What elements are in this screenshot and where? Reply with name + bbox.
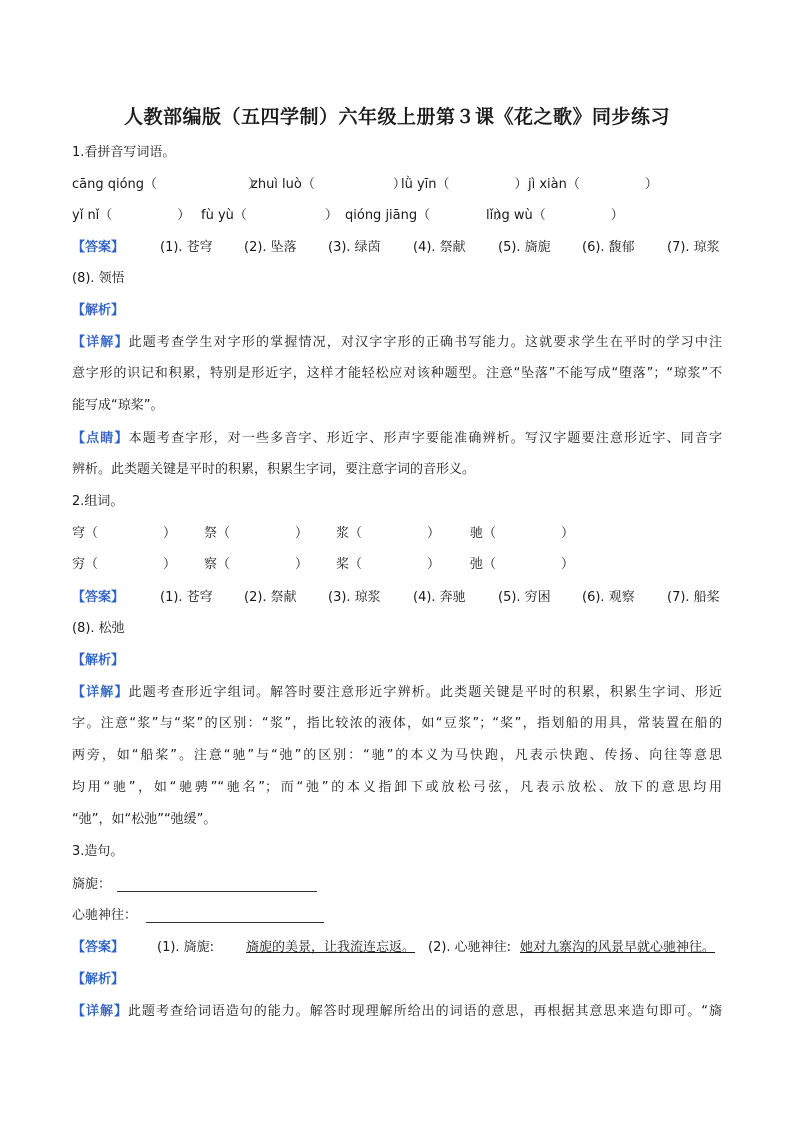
- answer-sentence: 她对九寨沟的风景早就心驰神往。: [520, 940, 716, 955]
- q3-item-2-label: 心驰神往：: [72, 908, 138, 923]
- answer-item: (8). 领悟: [72, 271, 125, 286]
- answer-item: (5). 穷困: [498, 590, 551, 605]
- q2-heading: 2.组词。: [72, 494, 124, 509]
- word-item: 驰（ ）: [470, 526, 575, 541]
- detail-paragraph-line: [72, 1002, 722, 1022]
- detail-paragraph-line: 字。注意“浆”与“桨”的区别：“浆”，指比较浓的液体，如“豆浆”；“桨”，指划船的用具，常装置在船的: [72, 716, 722, 731]
- detail-paragraph-line: 两旁，如“船桨”。注意“驰”与“弛”的区别：“驰”的本义为马快跑，凡表示快跑、传扬、向往等意思: [72, 748, 722, 763]
- q3-item-1-label: 旖旎：: [72, 877, 112, 892]
- answer-item: (6). 馥郁: [582, 240, 635, 255]
- point-paragraph-line: 辨析。此类题关键是平时的积累，积累生字词，要注意字词的音形义。: [72, 462, 476, 477]
- analysis-label: 【解析】: [72, 303, 125, 318]
- pinyin-item: yǐ nǐ（ ）: [72, 208, 191, 223]
- answer-item: (5). 旖旎: [498, 240, 551, 255]
- point-label: 【点睛】: [72, 431, 129, 446]
- detail-paragraph-line: “弛”，如“松弛”“弛缓”。: [72, 812, 217, 827]
- pinyin-item: zhuì luò（ ）: [251, 177, 406, 192]
- detail-text: 此题考查形近字组词。解答时要注意形近字辨析。此类题关键是平时的积累，积累生字词、形近: [128, 685, 722, 700]
- point-text: 本题考查字形，对一些多音字、形近字、形声字要能准确辨析。写汉字题要注意形近字、同音字: [128, 431, 722, 446]
- answer-item: (3). 绿茵: [328, 240, 381, 255]
- word-item: 桨（ ）: [336, 557, 441, 572]
- pinyin-item: qióng jiāng（ ）: [345, 208, 509, 223]
- answer-item: (7). 船桨: [667, 590, 720, 605]
- answer-item: (1). 苍穹: [160, 590, 213, 605]
- detail-paragraph-line: 能写成“琼桨”。: [72, 398, 164, 413]
- answer-label: 【答案】: [72, 590, 125, 605]
- word-item: 弛（ ）: [470, 557, 575, 572]
- point-paragraph-line: [72, 429, 722, 449]
- answer-item: (4). 奔驰: [413, 590, 466, 605]
- detail-paragraph-line: 均用“驰”，如“驰骋”“驰名”；而“弛”的本义指卸下或放松弓弦，凡表示放松、放下的意思均用: [72, 780, 722, 795]
- analysis-label: 【解析】: [72, 972, 125, 987]
- detail-label: 【详解】: [72, 335, 129, 350]
- q3-heading: 3.造句。: [72, 844, 124, 859]
- q3-item-1-blank: [117, 891, 317, 892]
- answer-item: (1). 苍穹: [160, 240, 213, 255]
- word-item: 祭（ ）: [204, 526, 309, 541]
- answer-item: (4). 祭献: [413, 240, 466, 255]
- detail-text: 此题考查给词语造句的能力。解答时现理解所给出的词语的意思，再根据其意思来造句即可。“旖: [127, 1004, 722, 1019]
- answer-prefix: (1). 旖旎:: [157, 940, 215, 955]
- pinyin-item: fù yù（ ）: [201, 208, 338, 223]
- answer-item: (8). 松弛: [72, 621, 125, 636]
- answer-label: 【答案】: [72, 240, 125, 255]
- analysis-label: 【解析】: [72, 653, 125, 668]
- pinyin-item: lǐng wù（ ）: [486, 208, 624, 223]
- pinyin-item: lǜ yīn（ ）: [401, 177, 528, 192]
- word-item: 浆（ ）: [336, 526, 441, 541]
- detail-paragraph-line: 意字形的识记和积累，特别是形近字，这样才能轻松应对该种题型。注意“坠落”不能写成“堕落”；“琼浆”不: [72, 366, 722, 381]
- answer-item: (2). 祭献: [244, 590, 297, 605]
- answer-item: (2). 坠落: [244, 240, 297, 255]
- answer-prefix: (2). 心驰神往:: [428, 940, 512, 955]
- pinyin-item: jì xiàn（ ）: [528, 177, 658, 192]
- answer-label: 【答案】: [72, 940, 125, 955]
- word-item: 穷（ ）: [72, 557, 177, 572]
- page-title: 人教部编版（五四学制）六年级上册第３课《花之歌》同步练习: [123, 106, 670, 128]
- detail-paragraph-line: [72, 683, 722, 703]
- detail-paragraph-line: [72, 333, 722, 353]
- answer-item: (3). 琼浆: [328, 590, 381, 605]
- pinyin-item: cāng qióng（ ）: [72, 177, 262, 192]
- answer-item: (7). 琼浆: [667, 240, 720, 255]
- detail-label: 【详解】: [72, 685, 129, 700]
- q3-item-2-blank: [146, 922, 324, 923]
- detail-text: 此题考查学生对字形的掌握情况，对汉字字形的正确书写能力。这就要求学生在平时的学习中注: [128, 335, 722, 350]
- detail-label: 【详解】: [72, 1004, 128, 1019]
- word-item: 察（ ）: [204, 557, 309, 572]
- word-item: 穹（ ）: [72, 526, 177, 541]
- q1-heading: 1.看拼音写词语。: [72, 145, 176, 160]
- answer-sentence: 旖旎的美景，让我流连忘返。: [246, 940, 416, 955]
- answer-item: (6). 观察: [582, 590, 635, 605]
